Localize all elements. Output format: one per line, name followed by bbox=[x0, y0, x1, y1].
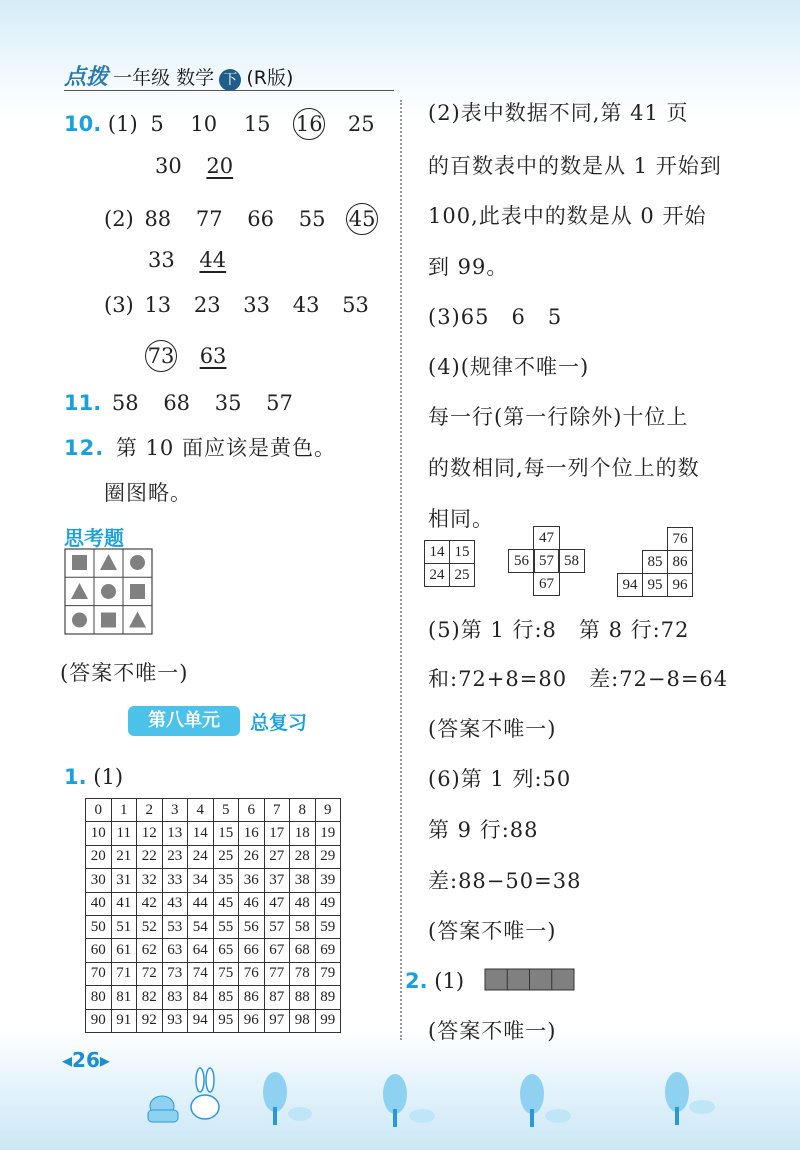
cell: 76 bbox=[667, 527, 693, 551]
square-icon bbox=[72, 555, 87, 570]
hundred-cell: 90 bbox=[86, 1009, 112, 1032]
hundred-cell: 15 bbox=[213, 822, 239, 845]
hundred-cell: 2 bbox=[137, 799, 163, 822]
hundred-cell: 98 bbox=[290, 1009, 316, 1032]
hundred-cell: 44 bbox=[188, 892, 214, 915]
volume-badge: 下 bbox=[219, 69, 241, 91]
square-icon bbox=[101, 613, 116, 628]
hundred-cell: 96 bbox=[239, 1009, 265, 1032]
bunny-icon bbox=[148, 1068, 219, 1122]
column-divider bbox=[400, 100, 402, 1040]
hundred-cell: 72 bbox=[137, 962, 163, 985]
r-p2-line1: (2)表中数据不同,第 41 页 bbox=[428, 101, 689, 125]
q10-p3-label: (3) bbox=[104, 293, 134, 317]
hundred-cell: 35 bbox=[213, 869, 239, 892]
q10-part3 bbox=[104, 292, 369, 318]
hundred-cell: 17 bbox=[264, 822, 290, 845]
q11-number: 11. bbox=[64, 391, 102, 415]
hundred-cell: 87 bbox=[264, 986, 290, 1009]
square-icon bbox=[130, 584, 145, 599]
hundred-cell: 40 bbox=[86, 892, 112, 915]
shape-grid bbox=[64, 548, 154, 636]
r-p5-line1: (5)第 1 行:8 第 8 行:72 bbox=[428, 618, 690, 642]
header-rule bbox=[64, 90, 394, 91]
hundred-cell: 45 bbox=[213, 892, 239, 915]
cell: 14 bbox=[425, 541, 450, 564]
tree-icon bbox=[383, 1074, 435, 1127]
hundred-cell: 30 bbox=[86, 869, 112, 892]
think-note: (答案不唯一) bbox=[60, 661, 189, 685]
r-p6-line3: 差:88−50=38 bbox=[428, 869, 582, 893]
hundred-cell: 88 bbox=[290, 986, 316, 1009]
hundred-cell: 73 bbox=[162, 962, 188, 985]
cell: 96 bbox=[667, 573, 693, 597]
hundred-cell: 69 bbox=[315, 939, 341, 962]
r-p6-line1: (6)第 1 列:50 bbox=[428, 767, 572, 791]
q10-part1 bbox=[64, 108, 375, 140]
hundred-cell: 59 bbox=[315, 915, 341, 938]
hundred-cell: 29 bbox=[315, 845, 341, 868]
hundred-cell: 5 bbox=[213, 799, 239, 822]
value: 15 bbox=[243, 112, 271, 136]
q10-part1-line2 bbox=[155, 153, 233, 179]
hundred-cell: 60 bbox=[86, 939, 112, 962]
cell: 24 bbox=[425, 564, 450, 587]
r-p4-line3: 的数相同,每一列个位上的数 bbox=[428, 456, 700, 480]
hundred-cell: 11 bbox=[111, 822, 137, 845]
value: 35 bbox=[214, 391, 242, 415]
hundred-cell: 49 bbox=[315, 892, 341, 915]
value: 57 bbox=[266, 391, 293, 415]
r-p5-note: (答案不唯一) bbox=[428, 717, 557, 741]
value: 10 bbox=[190, 112, 218, 136]
hundred-cell: 78 bbox=[290, 962, 316, 985]
hundred-cell: 4 bbox=[188, 799, 214, 822]
hundred-cell: 68 bbox=[290, 939, 316, 962]
hundred-cell: 54 bbox=[188, 915, 214, 938]
circled-value: 73 bbox=[145, 340, 177, 372]
cell: 85 bbox=[642, 550, 668, 574]
header bbox=[64, 60, 293, 91]
hundred-cell: 77 bbox=[264, 962, 290, 985]
tree-icon bbox=[520, 1074, 571, 1127]
hundred-cell: 64 bbox=[188, 939, 214, 962]
q10-part2 bbox=[104, 203, 378, 235]
hundred-cell: 27 bbox=[264, 845, 290, 868]
hundred-cell: 70 bbox=[86, 962, 112, 985]
cell: 57 bbox=[533, 549, 560, 573]
q2-number: 2. bbox=[405, 969, 428, 993]
cell: 25 bbox=[450, 564, 475, 587]
hundred-cell: 94 bbox=[188, 1009, 214, 1032]
bar-model bbox=[484, 968, 576, 992]
hundred-cell: 18 bbox=[290, 822, 316, 845]
hundred-cell: 67 bbox=[264, 939, 290, 962]
hundred-cell: 86 bbox=[239, 986, 265, 1009]
q2 bbox=[405, 968, 464, 994]
hundred-cell: 85 bbox=[213, 986, 239, 1009]
hundred-cell: 74 bbox=[188, 962, 214, 985]
value: 13 bbox=[144, 293, 172, 317]
q10-part3-line2 bbox=[145, 340, 226, 372]
q10-number: 10. bbox=[64, 112, 102, 136]
tree-icon bbox=[665, 1072, 715, 1125]
hundred-cell: 81 bbox=[111, 986, 137, 1009]
hundred-cell: 92 bbox=[137, 1009, 163, 1032]
value: 66 bbox=[247, 207, 275, 231]
hundred-cell: 10 bbox=[86, 822, 112, 845]
unit-tag: 第八单元 bbox=[128, 706, 240, 736]
brand-logo: 点拨 bbox=[64, 64, 109, 90]
q10-p1-label: (1) bbox=[107, 112, 138, 136]
hundred-cell: 16 bbox=[239, 822, 265, 845]
hundred-cell: 23 bbox=[162, 845, 188, 868]
hundred-cell: 26 bbox=[239, 845, 265, 868]
circle-icon bbox=[130, 555, 145, 570]
q10-part2-line2 bbox=[148, 247, 226, 273]
hundred-cell: 93 bbox=[162, 1009, 188, 1032]
hundred-cell: 62 bbox=[137, 939, 163, 962]
q12-number: 12. bbox=[64, 436, 105, 460]
hundred-cell: 32 bbox=[137, 869, 163, 892]
hundred-cell: 13 bbox=[162, 822, 188, 845]
hundred-cell: 61 bbox=[111, 939, 137, 962]
hundred-chart bbox=[85, 798, 341, 1033]
hundred-cell: 83 bbox=[162, 986, 188, 1009]
r-p2-line2: 的百数表中的数是从 1 开始到 bbox=[428, 154, 722, 178]
cell: 67 bbox=[533, 572, 560, 596]
circle-icon bbox=[72, 613, 87, 628]
value: 25 bbox=[347, 112, 375, 136]
hundred-cell: 46 bbox=[239, 892, 265, 915]
value: 77 bbox=[195, 207, 223, 231]
r-p2-line4: 到 99。 bbox=[428, 255, 509, 279]
cell: 47 bbox=[533, 526, 560, 550]
value: 53 bbox=[342, 293, 369, 317]
hundred-cell: 80 bbox=[86, 986, 112, 1009]
hundred-cell: 99 bbox=[315, 1009, 341, 1032]
hundred-cell: 89 bbox=[315, 986, 341, 1009]
q10-p2-label: (2) bbox=[104, 207, 134, 231]
r-p6-note: (答案不唯一) bbox=[428, 919, 557, 943]
hundred-cell: 48 bbox=[290, 892, 316, 915]
hundred-cell: 56 bbox=[239, 915, 265, 938]
hundred-cell: 76 bbox=[239, 962, 265, 985]
hundred-cell: 12 bbox=[137, 822, 163, 845]
hundred-cell: 41 bbox=[111, 892, 137, 915]
hundred-cell: 66 bbox=[239, 939, 265, 962]
circled-value: 16 bbox=[293, 108, 325, 140]
hundred-cell: 9 bbox=[315, 799, 341, 822]
hundred-cell: 22 bbox=[137, 845, 163, 868]
hundred-cell: 8 bbox=[290, 799, 316, 822]
unit-title: 总复习 bbox=[250, 712, 308, 734]
hundred-cell: 71 bbox=[111, 962, 137, 985]
hundred-cell: 14 bbox=[188, 822, 214, 845]
hundred-cell: 53 bbox=[162, 915, 188, 938]
r-p3: (3)65 6 5 bbox=[428, 305, 563, 329]
hundred-cell: 39 bbox=[315, 869, 341, 892]
hundred-cell: 51 bbox=[111, 915, 137, 938]
hundred-cell: 19 bbox=[315, 822, 341, 845]
hundred-cell: 97 bbox=[264, 1009, 290, 1032]
hundred-cell: 58 bbox=[290, 915, 316, 938]
hundred-cell: 55 bbox=[213, 915, 239, 938]
think-title: 思考题 bbox=[64, 526, 124, 550]
cell: 58 bbox=[558, 549, 585, 573]
r-p4-line4: 相同。 bbox=[428, 507, 494, 531]
q2-note: (答案不唯一) bbox=[428, 1019, 557, 1043]
hundred-cell: 0 bbox=[86, 799, 112, 822]
r-p4-line1: (4)(规律不唯一) bbox=[428, 355, 590, 379]
hundred-cell: 7 bbox=[264, 799, 290, 822]
page-number: ◂26▸ bbox=[62, 1048, 110, 1072]
q12-line1: 第 10 面应该是黄色。 bbox=[115, 436, 336, 460]
pattern-2x2 bbox=[424, 540, 475, 587]
hundred-cell: 20 bbox=[86, 845, 112, 868]
value: 33 bbox=[243, 293, 271, 317]
answer-value: 63 bbox=[199, 344, 227, 368]
hundred-cell: 42 bbox=[137, 892, 163, 915]
hundred-cell: 36 bbox=[239, 869, 265, 892]
hundred-cell: 37 bbox=[264, 869, 290, 892]
hundred-cell: 82 bbox=[137, 986, 163, 1009]
r-p2-line3: 100,此表中的数是从 0 开始 bbox=[428, 204, 707, 228]
hundred-cell: 91 bbox=[111, 1009, 137, 1032]
edition-label: (R版) bbox=[246, 67, 294, 89]
hundred-cell: 33 bbox=[162, 869, 188, 892]
hundred-cell: 31 bbox=[111, 869, 137, 892]
hundred-cell: 24 bbox=[188, 845, 214, 868]
triangle-icon bbox=[129, 612, 146, 628]
r-p5-line2: 和:72+8=80 差:72−8=64 bbox=[428, 667, 729, 691]
hundred-cell: 65 bbox=[213, 939, 239, 962]
hundred-cell: 63 bbox=[162, 939, 188, 962]
value: 58 bbox=[111, 391, 139, 415]
hundred-cell: 3 bbox=[162, 799, 188, 822]
hundred-cell: 38 bbox=[290, 869, 316, 892]
cell: 95 bbox=[642, 573, 668, 597]
hundred-cell: 79 bbox=[315, 962, 341, 985]
triangle-icon bbox=[71, 583, 88, 599]
q12 bbox=[64, 435, 336, 461]
circle-icon bbox=[101, 584, 116, 599]
hundred-cell: 95 bbox=[213, 1009, 239, 1032]
q2-label: (1) bbox=[434, 969, 465, 993]
value: 30 bbox=[155, 154, 182, 178]
hundred-cell: 34 bbox=[188, 869, 214, 892]
triangle-icon bbox=[100, 554, 117, 570]
q11 bbox=[64, 390, 293, 416]
hundred-cell: 1 bbox=[111, 799, 137, 822]
cell: 56 bbox=[508, 549, 535, 573]
hundred-cell: 57 bbox=[264, 915, 290, 938]
cell: 94 bbox=[617, 573, 643, 597]
r-p4-line2: 每一行(第一行除外)十位上 bbox=[428, 405, 689, 429]
circled-value: 45 bbox=[346, 203, 378, 235]
hundred-cell: 50 bbox=[86, 915, 112, 938]
q1-number: 1. bbox=[64, 765, 87, 789]
hundred-cell: 43 bbox=[162, 892, 188, 915]
value: 43 bbox=[292, 293, 320, 317]
answer-value: 44 bbox=[199, 248, 227, 272]
footer-illustration bbox=[140, 1062, 740, 1132]
value: 33 bbox=[148, 248, 175, 272]
hundred-cell: 6 bbox=[239, 799, 265, 822]
hundred-cell: 25 bbox=[213, 845, 239, 868]
hundred-cell: 84 bbox=[188, 986, 214, 1009]
q12-line2: 圈图略。 bbox=[104, 481, 192, 505]
hundred-cell: 28 bbox=[290, 845, 316, 868]
answer-value: 20 bbox=[206, 154, 234, 178]
cell: 15 bbox=[450, 541, 475, 564]
hundred-cell: 75 bbox=[213, 962, 239, 985]
r-p6-line2: 第 9 行:88 bbox=[428, 818, 539, 842]
hundred-cell: 52 bbox=[137, 915, 163, 938]
value: 68 bbox=[163, 391, 191, 415]
value: 5 bbox=[150, 112, 164, 136]
hundred-cell: 21 bbox=[111, 845, 137, 868]
q1-label: (1) bbox=[93, 765, 124, 789]
value: 23 bbox=[193, 293, 221, 317]
q1 bbox=[64, 764, 123, 790]
hundred-cell: 47 bbox=[264, 892, 290, 915]
tree-icon bbox=[263, 1072, 312, 1125]
cell: 86 bbox=[667, 550, 693, 574]
book-title: 一年级 数学 bbox=[113, 67, 215, 89]
value: 88 bbox=[144, 207, 172, 231]
value: 55 bbox=[298, 207, 326, 231]
